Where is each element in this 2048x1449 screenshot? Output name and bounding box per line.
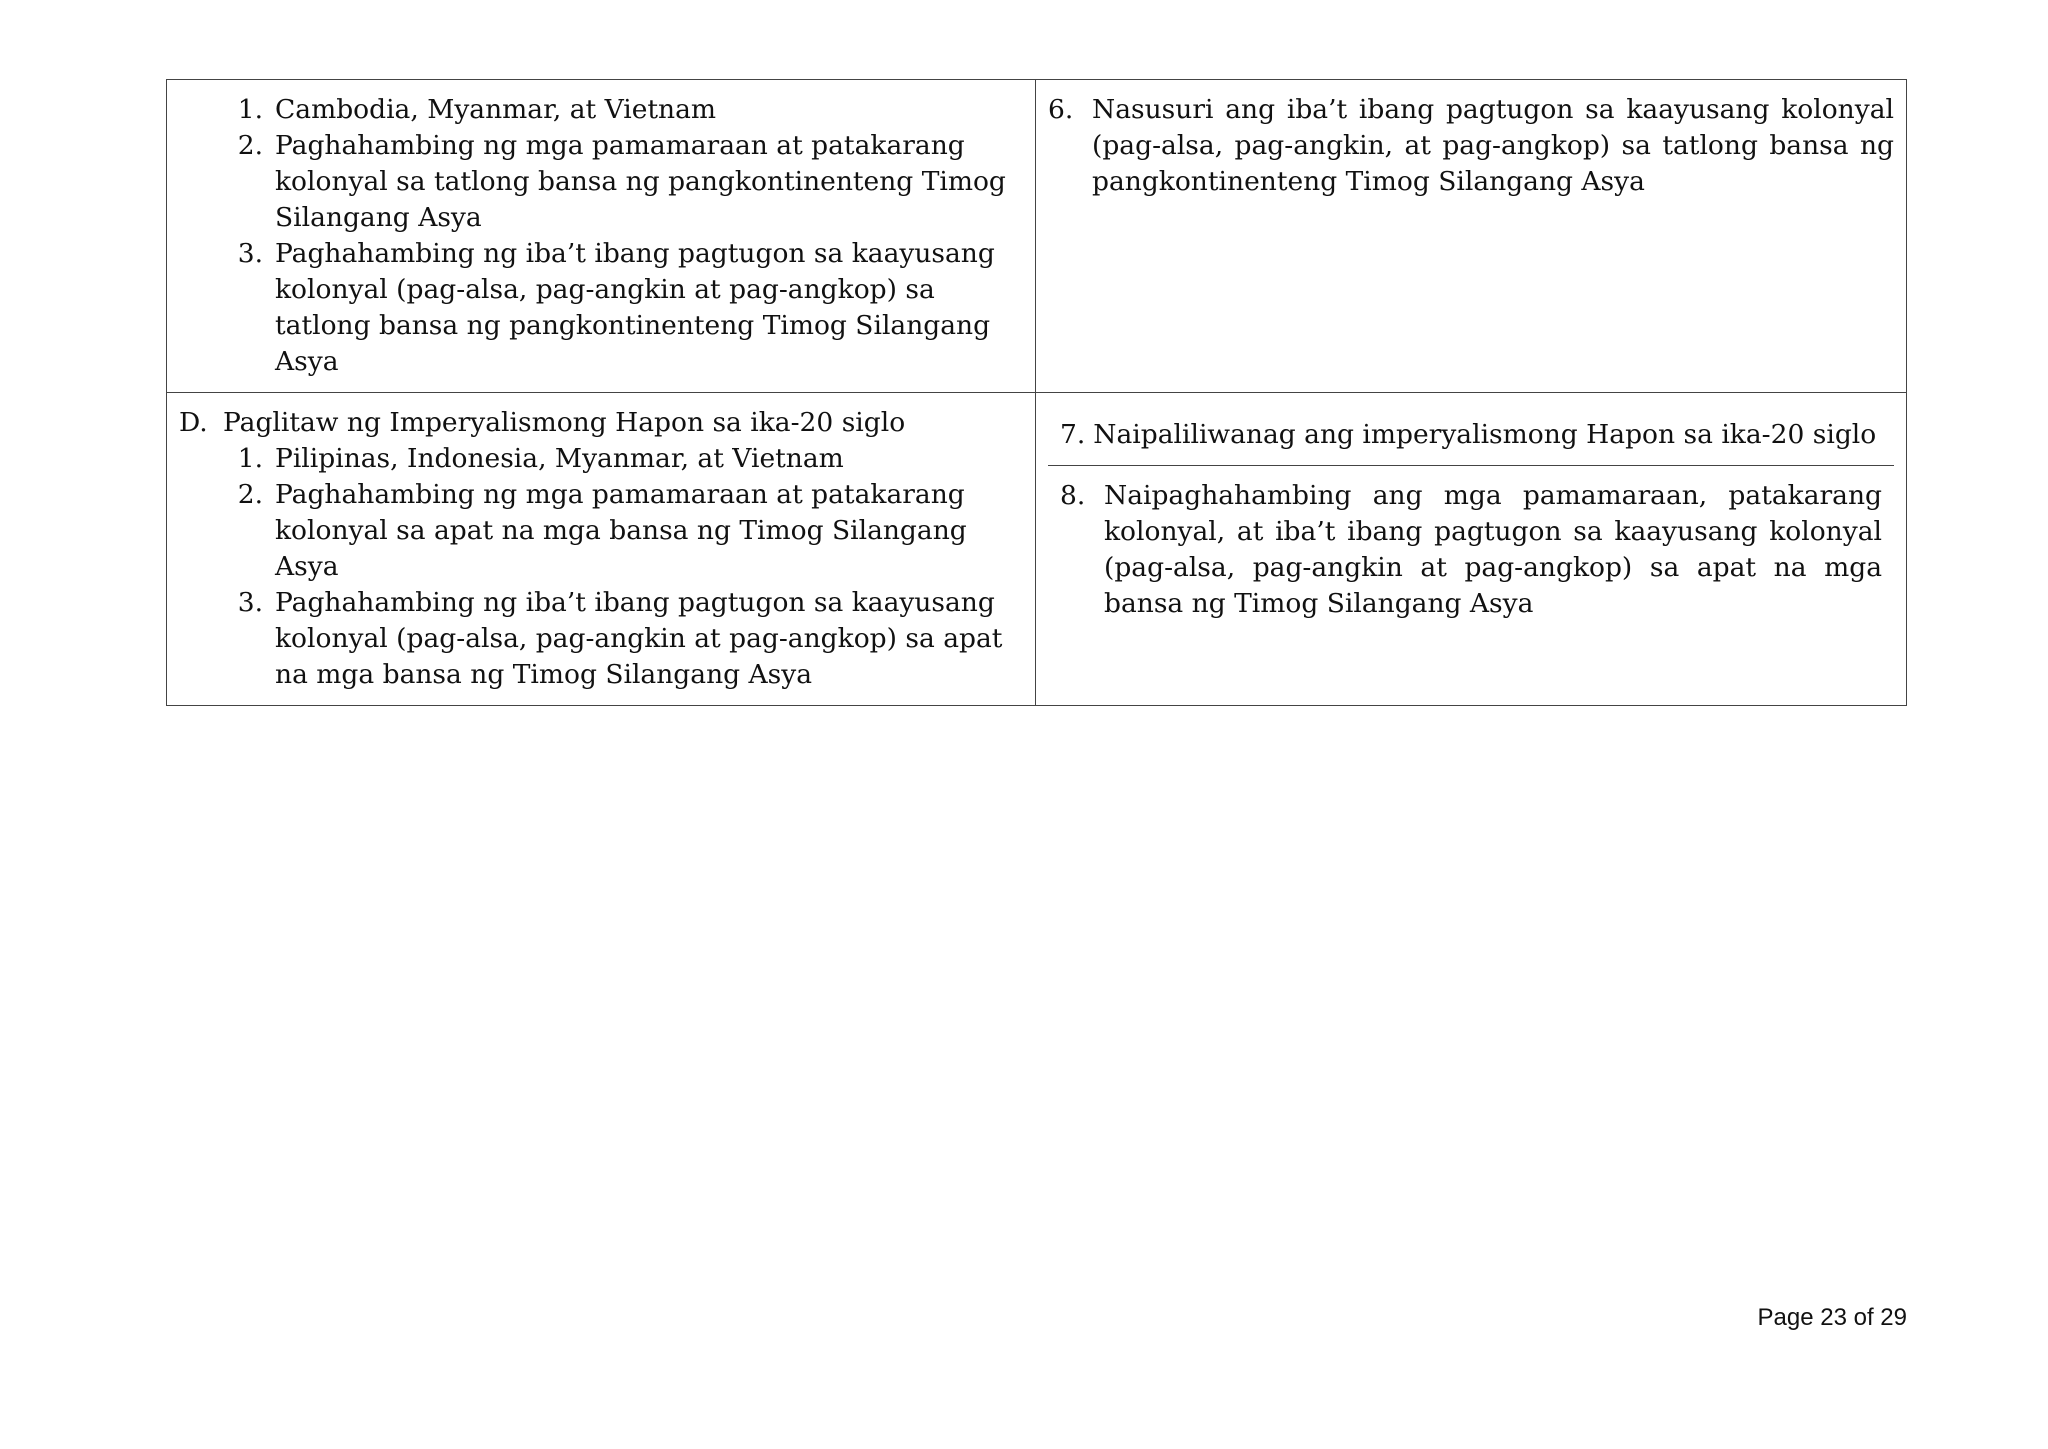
section-letter: D. bbox=[179, 407, 208, 438]
competency-text: Nasusuri ang iba’t ibang pagtugon sa kaayusang kolonyal (pag-alsa, pag-angkin, at pag-angkop) sa tatlong bansa ng pangkontinenteng Timog Silangang Asya bbox=[1092, 94, 1894, 197]
content-cell bbox=[167, 80, 1036, 393]
competency-text: Naipaghahambing ang mga pamamaraan, patakarang kolonyal, at iba’t ibang pagtugon sa kaayusang kolonyal (pag-alsa, pag-angkin at pag-angkop) sa apat na mga bansa ng Timog Silangang Asya bbox=[1104, 480, 1882, 619]
list-number: 3. bbox=[237, 587, 263, 618]
list-text: Pilipinas, Indonesia, Myanmar, at Vietnam bbox=[275, 443, 844, 474]
competency-item bbox=[1048, 92, 1894, 200]
competency-number: 6. bbox=[1048, 94, 1074, 125]
competency-item bbox=[1060, 478, 1882, 622]
topic-list bbox=[179, 441, 1023, 693]
list-number: 2. bbox=[237, 479, 263, 510]
section-title: Paglitaw ng Imperyalismong Hapon sa ika-20 siglo bbox=[223, 407, 906, 438]
list-text: Paghahambing ng mga pamamaraan at patakarang kolonyal sa apat na mga bansa ng Timog Silangang Asya bbox=[275, 479, 967, 582]
competency-item bbox=[1060, 417, 1882, 453]
competency-number: 8. bbox=[1060, 480, 1086, 511]
list-number: 1. bbox=[237, 443, 263, 474]
competency-subcell bbox=[1048, 466, 1894, 658]
content-cell bbox=[167, 393, 1036, 706]
topic-list bbox=[179, 92, 1023, 380]
list-item bbox=[221, 477, 1023, 585]
competency-number: 7. bbox=[1060, 419, 1086, 450]
competency-cell bbox=[1036, 80, 1907, 393]
competency-subcell bbox=[1048, 405, 1894, 466]
list-item bbox=[221, 92, 1023, 128]
table-row bbox=[167, 80, 1907, 393]
list-item bbox=[221, 236, 1023, 380]
list-number: 1. bbox=[237, 94, 263, 125]
list-text: Paghahambing ng mga pamamaraan at patakarang kolonyal sa tatlong bansa ng pangkontinenteng Timog Silangang Asya bbox=[275, 130, 1006, 233]
list-text: Paghahambing ng iba’t ibang pagtugon sa kaayusang kolonyal (pag-alsa, pag-angkin at pag-angkop) sa tatlong bansa ng pangkontinenteng Timog Silangang Asya bbox=[275, 238, 995, 377]
page-number: Page 23 of 29 bbox=[1757, 1304, 1907, 1331]
list-number: 3. bbox=[237, 238, 263, 269]
competency-text: Naipaliliwanag ang imperyalismong Hapon sa ika-20 siglo bbox=[1093, 419, 1877, 450]
list-item bbox=[221, 128, 1023, 236]
section-heading bbox=[179, 405, 1023, 441]
list-text: Cambodia, Myanmar, at Vietnam bbox=[275, 94, 717, 125]
list-number: 2. bbox=[237, 130, 263, 161]
list-item bbox=[221, 441, 1023, 477]
competency-cell bbox=[1036, 393, 1907, 706]
list-text: Paghahambing ng iba’t ibang pagtugon sa kaayusang kolonyal (pag-alsa, pag-angkin at pag-angkop) sa apat na mga bansa ng Timog Silangang Asya bbox=[275, 587, 1003, 690]
list-item bbox=[221, 585, 1023, 693]
curriculum-table bbox=[166, 79, 1907, 706]
table-row bbox=[167, 393, 1907, 706]
